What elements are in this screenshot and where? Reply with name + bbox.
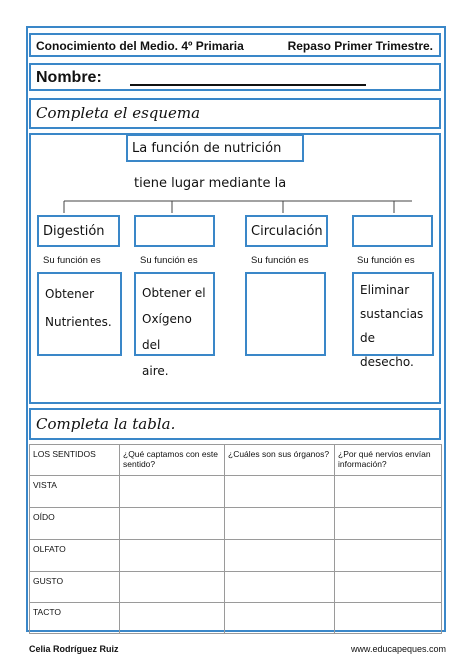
answer-line: sustancias de bbox=[360, 307, 424, 345]
answer-cell[interactable] bbox=[120, 508, 225, 540]
section-instruction-table bbox=[29, 408, 441, 440]
branch-title-box-2[interactable] bbox=[134, 215, 215, 247]
branch-title: Digestión bbox=[43, 224, 105, 239]
branch-caption: Su función es bbox=[140, 255, 198, 266]
worksheet-title: Repaso Primer Trimestre. bbox=[287, 39, 433, 53]
answer-line: Oxígeno del bbox=[142, 312, 192, 352]
sense-label: OÍDO bbox=[30, 508, 120, 540]
answer-line: aire. bbox=[142, 364, 169, 378]
answer-cell[interactable] bbox=[225, 508, 335, 540]
answer-cell[interactable] bbox=[225, 540, 335, 572]
branch-answer-box-1 bbox=[37, 272, 122, 356]
answer-line: Eliminar bbox=[360, 283, 410, 297]
branch-caption: Su función es bbox=[251, 255, 309, 266]
answer-cell[interactable] bbox=[335, 603, 442, 634]
answer-cell[interactable] bbox=[225, 603, 335, 634]
senses-table bbox=[29, 444, 442, 634]
table-header-cell: ¿Qué captamos con este sentido? bbox=[120, 445, 225, 476]
sense-label: VISTA bbox=[30, 476, 120, 508]
answer-line: Nutrientes. bbox=[45, 315, 112, 329]
answer-cell[interactable] bbox=[120, 603, 225, 634]
branch-caption: Su función es bbox=[357, 255, 415, 266]
branch-title-box-4[interactable] bbox=[352, 215, 433, 247]
table-row bbox=[30, 572, 442, 603]
answer-cell[interactable] bbox=[120, 476, 225, 508]
table-header-row bbox=[30, 445, 442, 476]
answer-line: Obtener el bbox=[142, 286, 206, 300]
branch-answer-box-2 bbox=[134, 272, 215, 378]
branch-title-box-3 bbox=[245, 215, 328, 247]
sense-label: TACTO bbox=[30, 603, 120, 634]
instruction-text: Completa la tabla. bbox=[36, 415, 176, 433]
sense-label: GUSTO bbox=[30, 572, 120, 603]
sense-label: OLFATO bbox=[30, 540, 120, 572]
instruction-text: Completa el esquema bbox=[36, 104, 201, 122]
branch-title: Circulación bbox=[251, 224, 323, 239]
answer-cell[interactable] bbox=[335, 572, 442, 603]
answer-cell[interactable] bbox=[225, 572, 335, 603]
table-row bbox=[30, 508, 442, 540]
diagram-root-label: La función de nutrición bbox=[132, 141, 282, 156]
branch-title-box-1 bbox=[37, 215, 120, 247]
table-header-cell: ¿Por qué nervios envían información? bbox=[335, 445, 442, 476]
answer-line: desecho. bbox=[360, 355, 414, 369]
footer-website: www.educapeques.com bbox=[350, 644, 446, 654]
answer-line: Obtener bbox=[45, 287, 95, 301]
answer-cell[interactable] bbox=[225, 476, 335, 508]
table-header-cell: LOS SENTIDOS bbox=[30, 445, 120, 476]
footer-author: Celia Rodríguez Ruiz bbox=[29, 644, 119, 654]
answer-cell[interactable] bbox=[335, 540, 442, 572]
table-header-cell: ¿Cuáles son sus órganos? bbox=[225, 445, 335, 476]
subject-label: Conocimiento del Medio. 4º Primaria bbox=[36, 39, 244, 53]
branch-answer-box-4 bbox=[352, 272, 434, 369]
table-row bbox=[30, 540, 442, 572]
table-row bbox=[30, 476, 442, 508]
table-row bbox=[30, 603, 442, 634]
diagram-sub-label: tiene lugar mediante la bbox=[134, 176, 287, 191]
answer-cell[interactable] bbox=[335, 508, 442, 540]
name-label: Nombre: bbox=[36, 69, 102, 86]
answer-cell[interactable] bbox=[120, 572, 225, 603]
answer-cell[interactable] bbox=[335, 476, 442, 508]
branch-answer-box-3[interactable] bbox=[245, 272, 326, 356]
answer-cell[interactable] bbox=[120, 540, 225, 572]
branch-caption: Su función es bbox=[43, 255, 101, 266]
